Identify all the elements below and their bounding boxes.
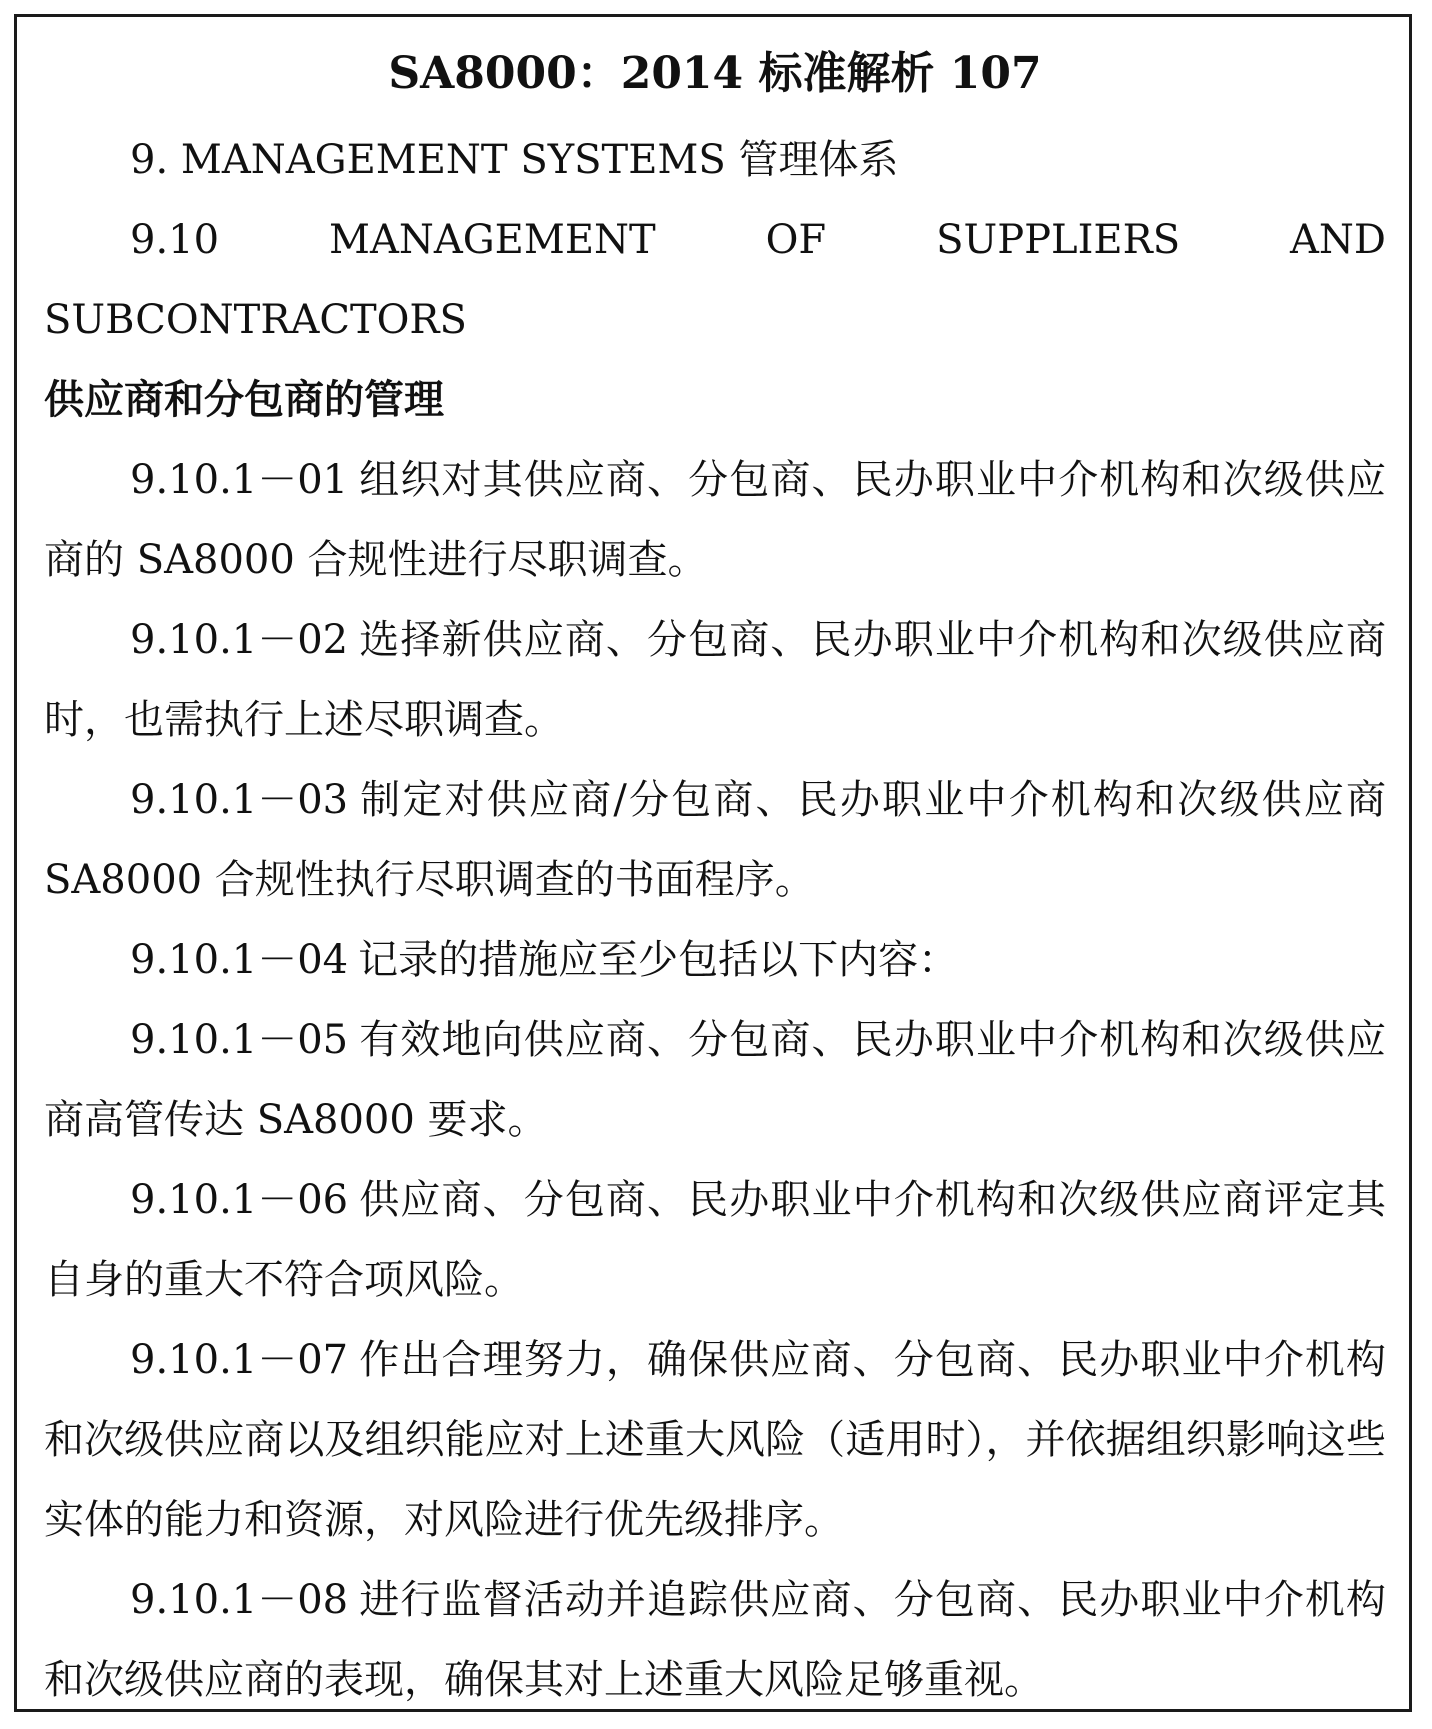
item-number: 9.10.1－04 bbox=[130, 937, 349, 983]
item-number: 9.10.1－08 bbox=[130, 1577, 349, 1623]
list-item bbox=[44, 600, 1386, 760]
item-number: 9.10.1－02 bbox=[130, 617, 349, 663]
list-item bbox=[44, 1320, 1386, 1560]
item-text: 有效地向供应商、分包商、民办职业中介机构和次级供应商高管传达 SA8000 要求。 bbox=[44, 1017, 1386, 1143]
section-9-title-en: MANAGEMENT SYSTEMS bbox=[180, 137, 726, 183]
section-910-title-en: MANAGEMENT OF SUPPLIERS AND SUBCONTRACTORS bbox=[44, 217, 1386, 343]
section-9-title-cn: 管理体系 bbox=[738, 137, 899, 183]
item-number: 9.10.1－05 bbox=[130, 1017, 349, 1063]
section-910-title-cn: 供应商和分包商的管理 bbox=[44, 377, 444, 423]
item-text: 供应商、分包商、民办职业中介机构和次级供应商评定其自身的重大不符合项风险。 bbox=[44, 1177, 1386, 1303]
item-text: 选择新供应商、分包商、民办职业中介机构和次级供应商时，也需执行上述尽职调查。 bbox=[44, 617, 1386, 743]
item-number: 9.10.1－01 bbox=[130, 457, 349, 503]
list-item bbox=[44, 920, 1386, 1000]
item-number: 9.10.1－06 bbox=[130, 1177, 349, 1223]
section-9-number: 9. bbox=[130, 137, 169, 183]
item-text: 组织对其供应商、分包商、民办职业中介机构和次级供应商的 SA8000 合规性进行尽职调查。 bbox=[44, 457, 1386, 583]
document-body bbox=[44, 34, 1386, 1720]
list-item bbox=[44, 1000, 1386, 1160]
item-text: 进行监督活动并追踪供应商、分包商、民办职业中介机构和次级供应商的表现，确保其对上述重大风险足够重视。 bbox=[44, 1577, 1386, 1703]
item-number: 9.10.1－07 bbox=[130, 1337, 349, 1383]
section-9-heading bbox=[44, 120, 1386, 200]
list-item bbox=[44, 440, 1386, 600]
section-910-heading bbox=[44, 200, 1386, 360]
section-910-number: 9.10 bbox=[130, 217, 220, 263]
list-item bbox=[44, 1160, 1386, 1320]
item-text: 制定对供应商/分包商、民办职业中介机构和次级供应商 SA8000 合规性执行尽职调查的书面程序。 bbox=[44, 777, 1386, 903]
item-text: 记录的措施应至少包括以下内容： bbox=[358, 937, 959, 983]
page-title: SA8000：2014 标准解析 107 bbox=[388, 48, 1042, 99]
list-item bbox=[44, 1560, 1386, 1720]
item-number: 9.10.1－03 bbox=[130, 777, 349, 823]
list-item bbox=[44, 760, 1386, 920]
item-text: 作出合理努力，确保供应商、分包商、民办职业中介机构和次级供应商以及组织能应对上述重大风险（适用时），并依据组织影响这些实体的能力和资源，对风险进行优先级排序。 bbox=[44, 1337, 1386, 1543]
